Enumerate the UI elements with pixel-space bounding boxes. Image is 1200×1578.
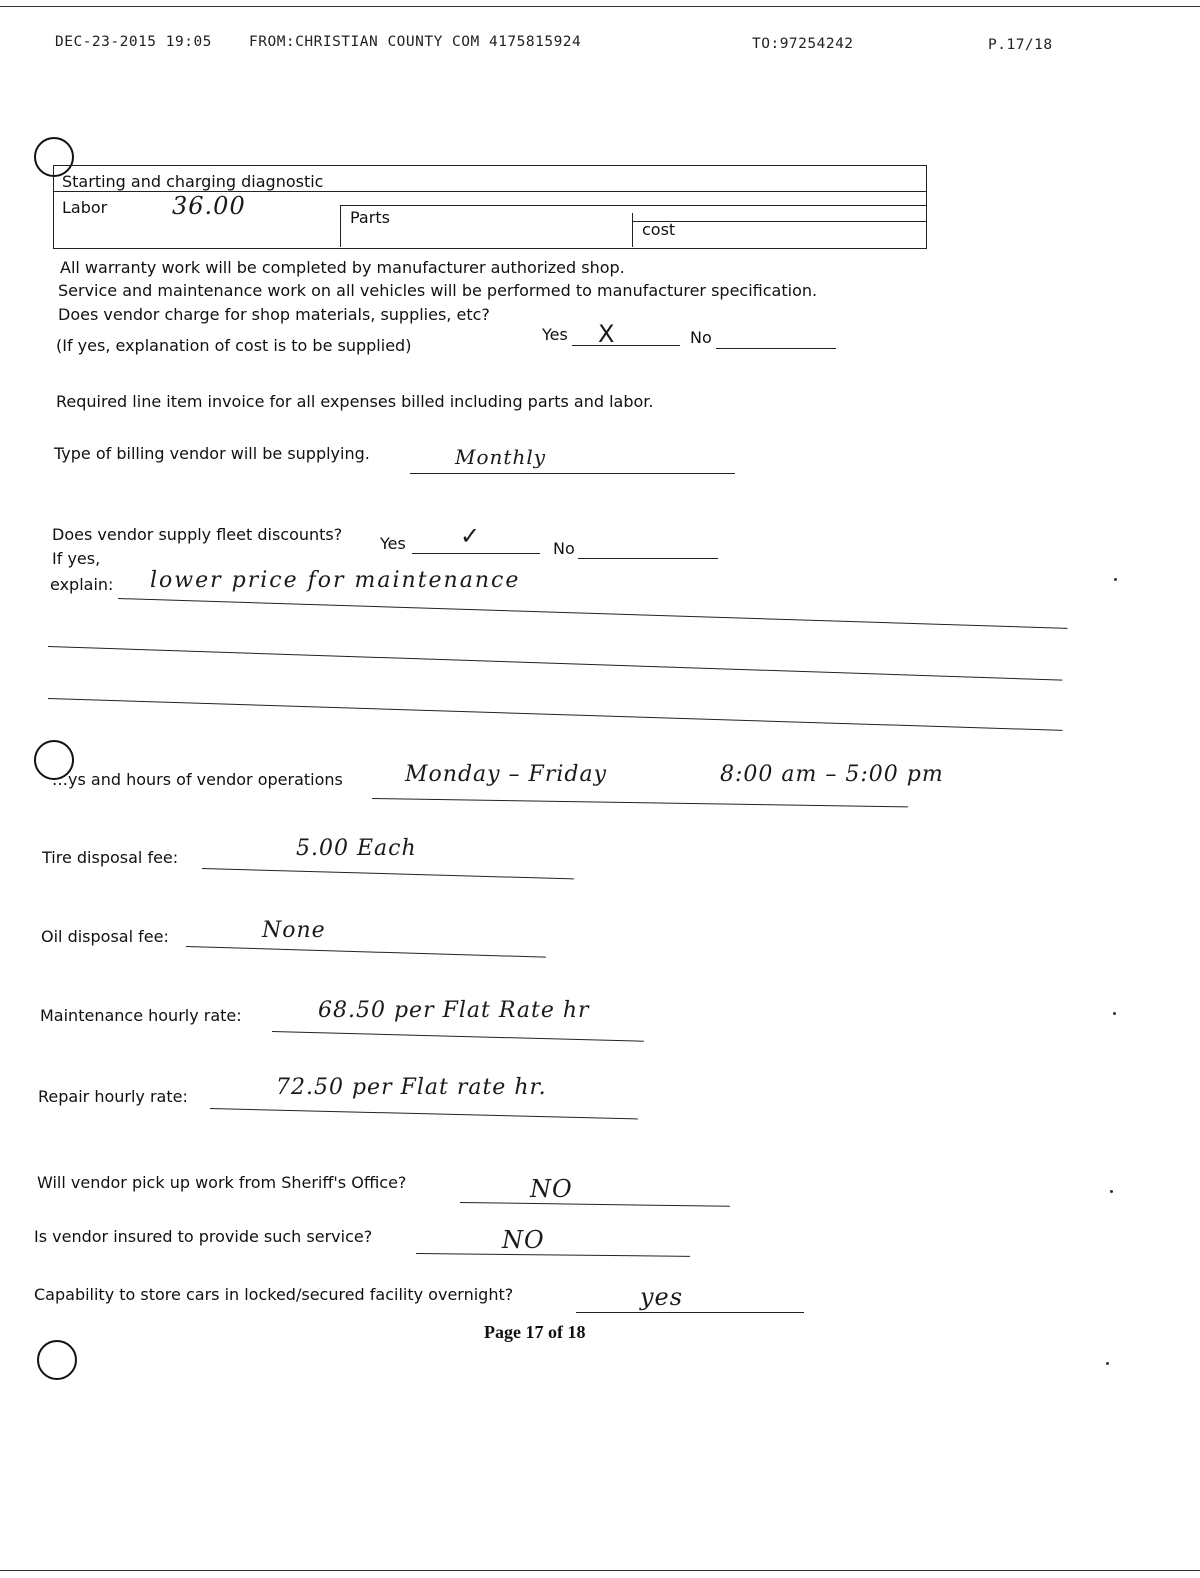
shop-materials-no-label: No: [690, 328, 712, 347]
service-statement: Service and maintenance work on all vehicles will be performed to manufacturer specification.: [58, 281, 818, 300]
scan-speck: [1114, 578, 1117, 581]
maintenance-rate-line: [272, 1031, 644, 1042]
bottom-edge-rule: [0, 1570, 1200, 1571]
storage-answer: yes: [640, 1283, 684, 1311]
tire-fee-answer: 5.00 Each: [296, 836, 417, 861]
pickup-line: [460, 1202, 730, 1207]
fleet-explain-line-1: [118, 598, 1068, 629]
labor-value: 36.00: [172, 192, 246, 220]
shop-materials-question: Does vendor charge for shop materials, supplies, etc?: [58, 305, 490, 324]
maintenance-rate-answer: 68.50 per Flat Rate hr: [318, 998, 590, 1023]
fax-page: P.17/18: [988, 37, 1053, 53]
operations-days: Monday – Friday: [405, 762, 607, 787]
insured-answer: NO: [502, 1226, 545, 1254]
fleet-if-yes: If yes,: [52, 549, 101, 568]
fleet-question: Does vendor supply fleet discounts?: [52, 525, 343, 544]
fleet-no-line: [578, 558, 718, 559]
tire-fee-line: [202, 868, 574, 879]
repair-rate-label: Repair hourly rate:: [38, 1087, 188, 1106]
fleet-no-label: No: [553, 539, 575, 558]
repair-rate-line: [210, 1108, 638, 1119]
tire-fee-label: Tire disposal fee:: [42, 848, 179, 867]
parts-label: Parts: [350, 208, 390, 227]
scan-speck: [1113, 1012, 1116, 1015]
fleet-explain-answer: lower price for maintenance: [150, 568, 521, 593]
storage-question: Capability to store cars in locked/secured facility overnight?: [34, 1285, 514, 1304]
header-rule: [0, 6, 1200, 7]
table-title: Starting and charging diagnostic: [62, 172, 324, 191]
maintenance-rate-label: Maintenance hourly rate:: [40, 1006, 242, 1025]
oil-fee-label: Oil disposal fee:: [41, 927, 169, 946]
scan-speck: [1106, 1362, 1109, 1365]
shop-materials-yes-label: Yes: [542, 325, 568, 344]
oil-fee-answer: None: [262, 918, 326, 943]
oil-fee-line: [186, 946, 546, 958]
billing-line: [410, 473, 735, 474]
line-item-statement: Required line item invoice for all expenses billed including parts and labor.: [56, 392, 654, 411]
fleet-yes-mark: ✓: [460, 522, 481, 550]
fax-datetime: DEC-23-2015 19:05: [55, 34, 212, 50]
billing-label: Type of billing vendor will be supplying.: [54, 444, 370, 463]
table-inner-line-2: [632, 221, 926, 222]
explanation-note: (If yes, explanation of cost is to be supplied): [56, 336, 412, 355]
fax-to: TO:97254242: [752, 36, 854, 52]
fleet-explain-line-2: [48, 646, 1062, 681]
fleet-explain-label: explain:: [50, 575, 114, 594]
billing-answer: Monthly: [455, 445, 547, 469]
shop-materials-yes-mark: X: [598, 320, 615, 348]
pickup-answer: NO: [530, 1175, 573, 1203]
warranty-statement: All warranty work will be completed by manufacturer authorized shop.: [60, 258, 625, 277]
operations-label: …ys and hours of vendor operations: [52, 770, 343, 789]
insured-question: Is vendor insured to provide such service?: [34, 1227, 373, 1246]
operations-hours: 8:00 am – 5:00 pm: [720, 762, 944, 787]
page-number: Page 17 of 18: [484, 1322, 586, 1342]
shop-materials-yes-line: [572, 345, 680, 346]
fax-from: FROM:CHRISTIAN COUNTY COM 4175815924: [249, 34, 582, 50]
table-inner-line: [340, 205, 926, 206]
storage-line: [576, 1312, 804, 1313]
pickup-question: Will vendor pick up work from Sheriff's Office?: [37, 1173, 407, 1192]
fleet-yes-line: [412, 553, 540, 554]
scan-speck: [1110, 1190, 1113, 1193]
fleet-explain-line-3: [48, 698, 1063, 731]
fleet-yes-label: Yes: [380, 534, 406, 553]
punch-hole-bottom: [37, 1340, 77, 1380]
cost-label: cost: [642, 220, 676, 239]
labor-label: Labor: [62, 198, 108, 217]
operations-line: [372, 798, 908, 807]
shop-materials-no-line: [716, 348, 836, 349]
table-divider-cost: [632, 213, 633, 247]
repair-rate-answer: 72.50 per Flat rate hr.: [276, 1075, 547, 1100]
insured-line: [416, 1253, 690, 1257]
table-divider-parts: [340, 205, 341, 247]
